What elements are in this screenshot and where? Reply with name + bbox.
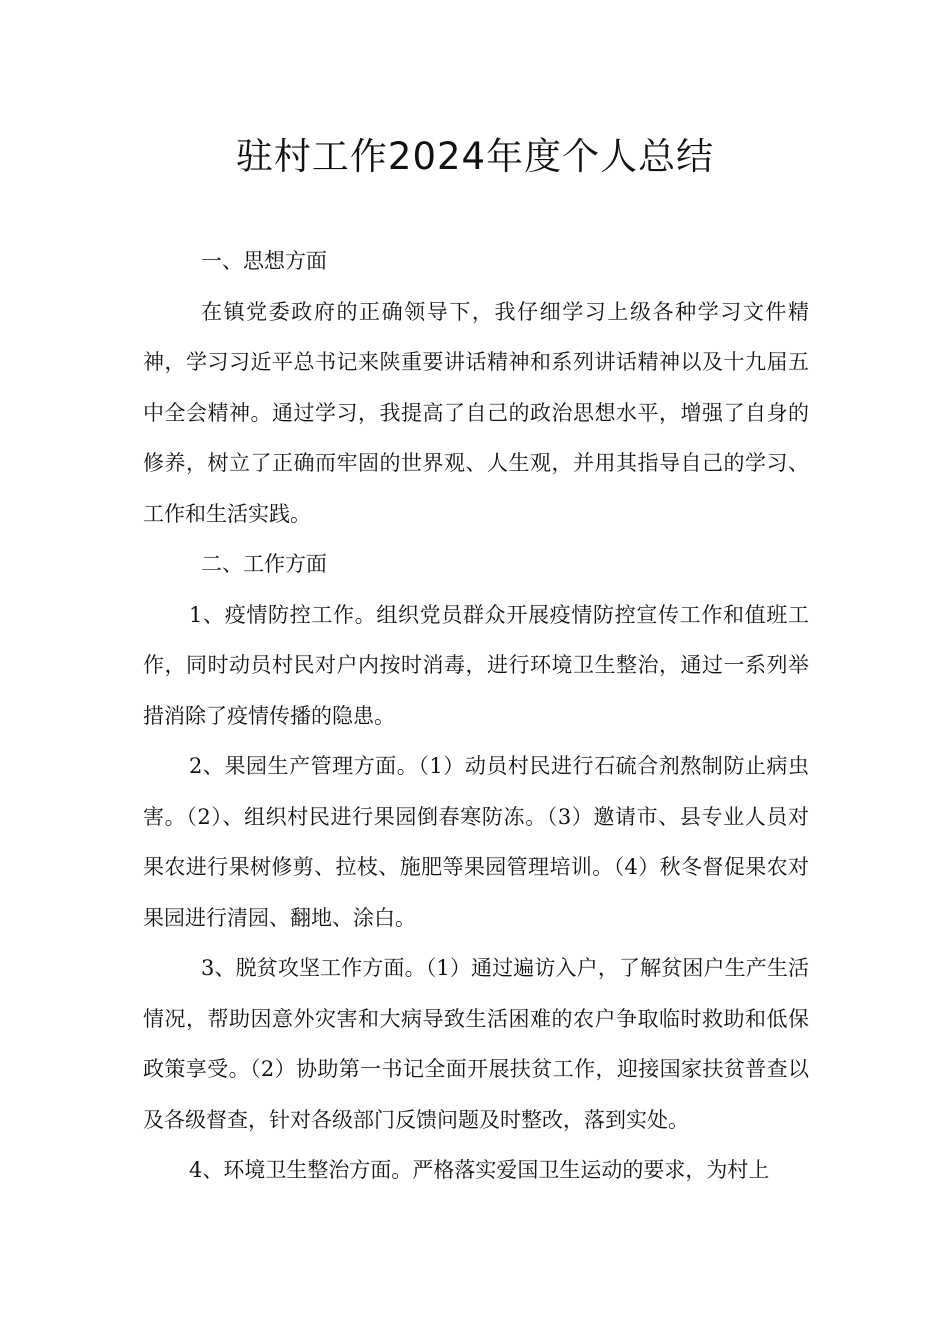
document-body [143, 236, 809, 1196]
section-heading-work: 二、工作方面 [201, 552, 327, 576]
paragraph-orchard-management: 2、果园生产管理方面。（1）动员村民进行石硫合剂熬制防止病虫害。（2）、组织村民进行果园倒春寒防冻。（3）邀请市、县专业人员对果农进行果树修剪、拉枝、施肥等果园管理培训。（4）秋冬督促果农对果园进行清园、翻地、涂白。 [143, 754, 809, 930]
paragraph-environment-sanitation: 4、环境卫生整治方面。严格落实爱国卫生运动的要求，为村上 [189, 1158, 770, 1182]
paragraph-poverty-alleviation: 3、脱贫攻坚工作方面。（1）通过遍访入户，了解贫困户生产生活情况，帮助因意外灾害和大病导致生活困难的农户争取临时救助和低保政策享受。（2）协助第一书记全面开展扶贫工作，迎接国家扶贫普查以及各级督查，针对各级部门反馈问题及时整改，落到实处。 [143, 956, 809, 1132]
document-title: 驻村工作2024年度个人总结 [235, 135, 715, 178]
paragraph-thought: 在镇党委政府的正确领导下，我仔细学习上级各种学习文件精神，学习习近平总书记来陕重要讲话精神和系列讲话精神以及十九届五中全会精神。通过学习，我提高了自己的政治思想水平，增强了自身的修养，树立了正确而牢固的世界观、人生观，并用其指导自己的学习、工作和生活实践。 [143, 299, 809, 526]
paragraph-epidemic-control: 1、疫情防控工作。组织党员群众开展疫情防控宣传工作和值班工作，同时动员村民对户内按时消毒，进行环境卫生整治，通过一系列举措消除了疫情传播的隐患。 [143, 602, 809, 728]
section-heading-thought: 一、思想方面 [201, 249, 327, 273]
